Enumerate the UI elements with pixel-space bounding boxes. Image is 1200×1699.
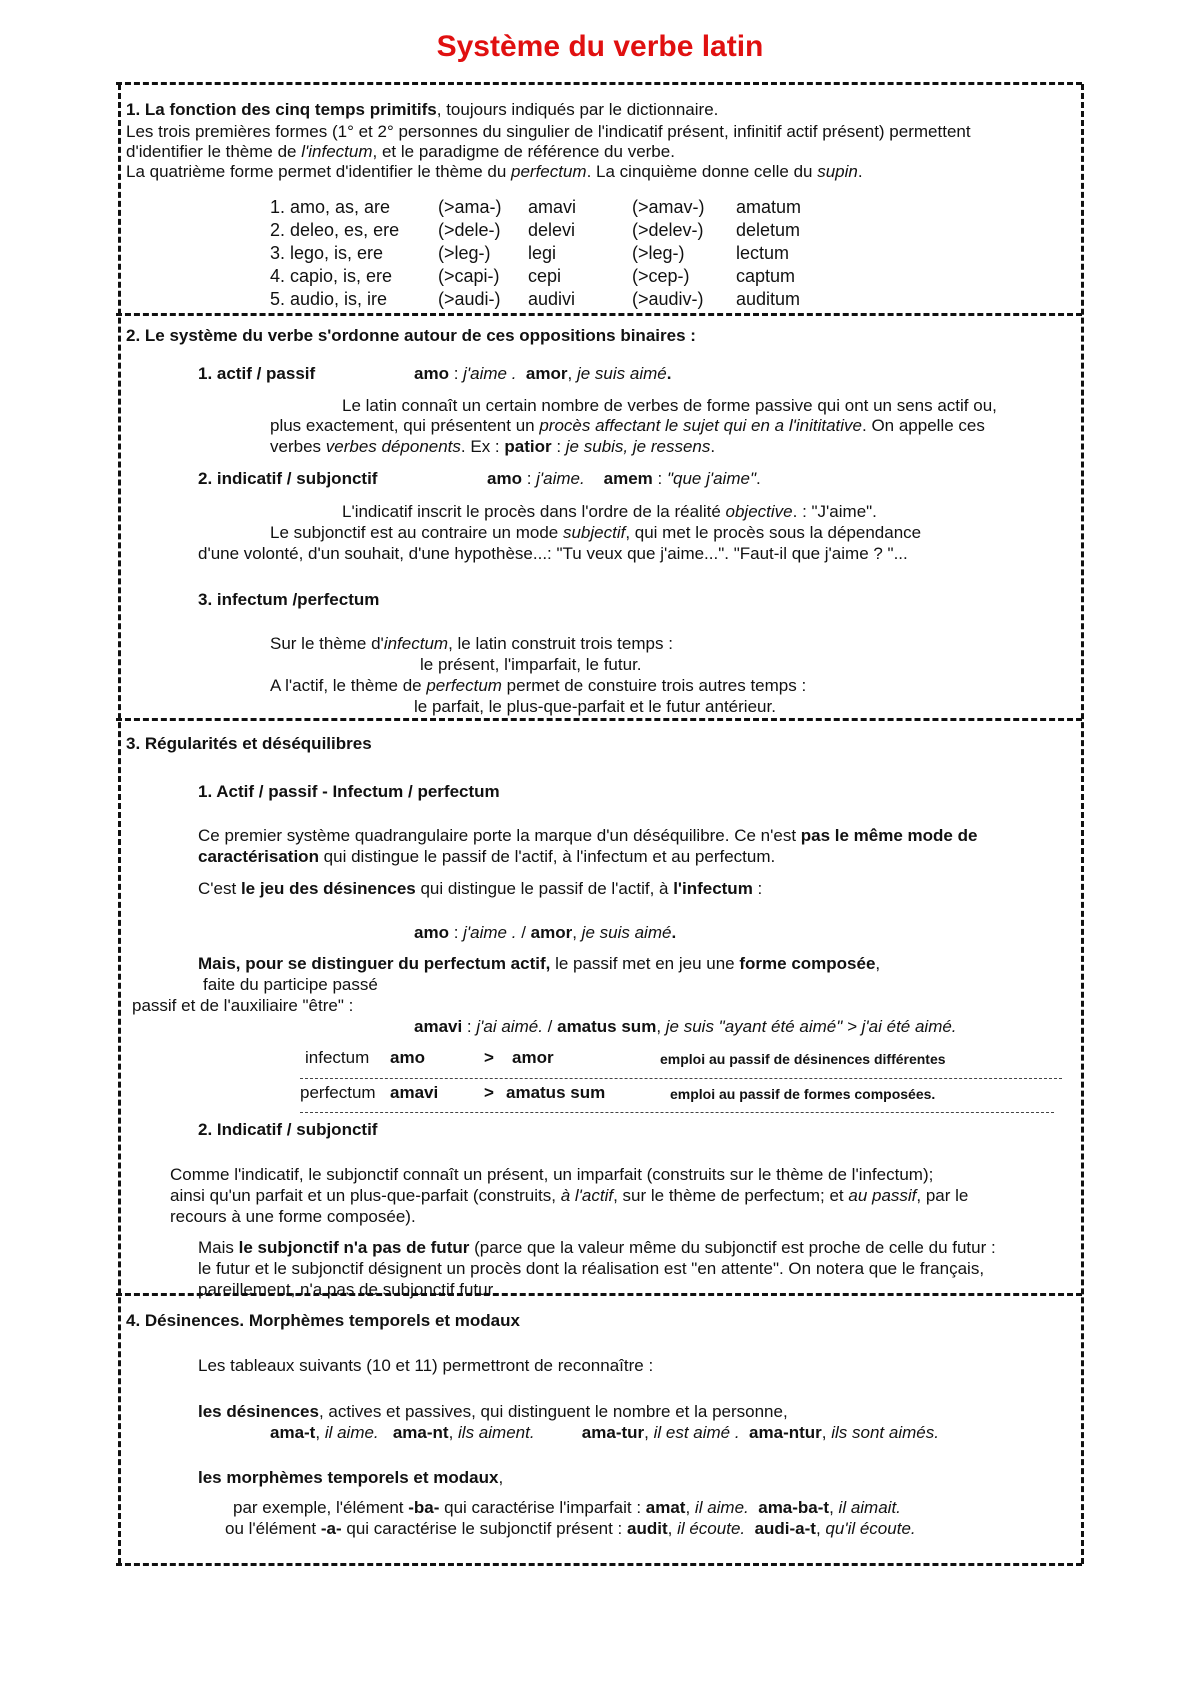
section-divider — [116, 718, 1082, 721]
paragraph-line: le futur et le subjonctif désignent un procès dont la réalisation est "en attente". On notera que le français, — [198, 1259, 985, 1278]
paragraph-line: Comme l'indicatif, le subjonctif connaît un présent, un imparfait (construits sur le thème de l'infectum); — [170, 1165, 934, 1184]
frame-top-border — [116, 82, 1082, 85]
section-divider — [116, 313, 1082, 316]
paragraph-line: ainsi qu'un parfait et un plus-que-parfait (construits, à l'actif, sur le thème de perfectum; et au passif, par le — [170, 1186, 969, 1205]
table-cell-passive: amor — [512, 1048, 554, 1067]
example-line: amo : j'aime . / amor, je suis aimé. — [414, 923, 677, 942]
example-line: ou l'élément -a- qui caractérise le subjonctif présent : audit, il écoute. audi-a-t, qu'il écoute. — [225, 1519, 916, 1538]
table-cell-label: perfectum — [300, 1083, 376, 1102]
paragraph-line: plus exactement, qui présentent un procès affectant le sujet qui en a l'inititative. On appelle ces — [270, 416, 985, 435]
paragraph-line: pareillement, n'a pas de subjonctif futur. — [198, 1280, 498, 1299]
paragraph-line: La quatrième forme permet d'identifier le thème du perfectum. La cinquième donne celle du supin. — [126, 162, 863, 181]
subsection-title: 1. actif / passif — [198, 364, 316, 383]
table-cell-label: infectum — [305, 1048, 370, 1067]
document-frame — [118, 84, 1084, 1564]
paragraph-line: verbes verbes déponents. Ex : patior : je subis, je ressens. — [270, 437, 716, 456]
paragraph-line: Les trois premières formes (1° et 2° personnes du singulier de l'indicatif présent, infinitif actif présent) permettent — [126, 122, 971, 141]
paragraph-line: Sur le thème d'infectum, le latin construit trois temps : — [270, 634, 673, 653]
subsection-title: 3. infectum /perfectum — [198, 590, 380, 609]
paragraph-line: A l'actif, le thème de perfectum permet de constuire trois autres temps : — [270, 676, 807, 695]
section-1-heading — [126, 100, 718, 120]
section-4-heading: 4. Désinences. Morphèmes temporels et modaux — [126, 1311, 520, 1330]
paragraph-line: le présent, l'imparfait, le futur. — [420, 655, 642, 674]
paragraph-line: Ce premier système quadrangulaire porte la marque d'un déséquilibre. Ce n'est pas le même mode de — [198, 826, 978, 845]
example-line: amavi : j'ai aimé. / amatus sum, je suis "ayant été aimé" > j'ai été aimé. — [414, 1017, 957, 1036]
table-divider — [300, 1112, 1054, 1113]
subsection-title: 2. Indicatif / subjonctif — [198, 1120, 378, 1139]
table-cell-note: emploi au passif de désinences différentes — [660, 1051, 946, 1067]
subsection-title: 1. Actif / passif - Infectum / perfectum — [198, 782, 500, 801]
table-cell-arrow: > — [484, 1083, 494, 1102]
example-line: amo : j'aime . amor, je suis aimé. — [414, 364, 672, 383]
heading-bold-text: 1. La fonction des cinq temps primitifs — [126, 100, 437, 119]
paragraph-line: C'est le jeu des désinences qui distingue le passif de l'actif, à l'infectum : — [198, 879, 763, 898]
paragraph-line: passif et de l'auxiliaire "être" : — [132, 996, 354, 1015]
paragraph-line: Le subjonctif est au contraire un mode subjectif, qui met le procès sous la dépendance — [270, 523, 922, 542]
paragraph-line: Le latin connaît un certain nombre de verbes de forme passive qui ont un sens actif ou, — [342, 396, 997, 415]
section-3-heading: 3. Régularités et déséquilibres — [126, 734, 372, 753]
table-cell-passive: amatus sum — [506, 1083, 606, 1102]
paragraph-line: faite du participe passé — [203, 975, 378, 994]
paragraph-line: le parfait, le plus-que-parfait et le futur antérieur. — [414, 697, 776, 716]
paragraph-line: d'identifier le thème de l'infectum, et le paradigme de référence du verbe. — [126, 142, 675, 161]
paragraph-line: caractérisation qui distingue le passif de l'actif, à l'infectum et au perfectum. — [198, 847, 776, 866]
table-divider — [300, 1078, 1062, 1079]
page-title: Système du verbe latin — [436, 30, 764, 63]
example-line: amo : j'aime. amem : "que j'aime". — [487, 469, 761, 488]
paragraph-line: d'une volonté, d'un souhait, d'une hypothèse...: "Tu veux que j'aime...". "Faut-il que j'aime ? "... — [198, 544, 908, 563]
heading-rest-text: , toujours indiqués par le dictionnaire. — [436, 100, 719, 119]
table-cell-note: emploi au passif de formes composées. — [670, 1086, 936, 1102]
paragraph-line: les désinences, actives et passives, qui distinguent le nombre et la personne, — [198, 1402, 788, 1421]
table-cell-active: amo — [390, 1048, 425, 1067]
paragraph-line: L'indicatif inscrit le procès dans l'ordre de la réalité objective. : "J'aime". — [342, 502, 877, 521]
example-line: ama-t, il aime. ama-nt, ils aiment. ama-tur, il est aimé . ama-ntur, ils sont aimés. — [270, 1423, 939, 1442]
subsection-title: 2. indicatif / subjonctif — [198, 469, 378, 488]
paragraph-line: les morphèmes temporels et modaux, — [198, 1468, 504, 1487]
table-cell-arrow: > — [484, 1048, 494, 1067]
paragraph-line: Les tableaux suivants (10 et 11) permettront de reconnaître : — [198, 1356, 654, 1375]
frame-bottom-border — [116, 1563, 1082, 1566]
table-cell-active: amavi — [390, 1083, 439, 1102]
paragraph-line: Mais le subjonctif n'a pas de futur (parce que la valeur même du subjonctif est proche de celle du futur : — [198, 1238, 996, 1257]
paragraph-line: recours à une forme composée). — [170, 1207, 416, 1226]
example-line: par exemple, l'élément -ba- qui caractérise l'imparfait : amat, il aime. ama-ba-t, il aimait. — [233, 1498, 901, 1517]
paragraph-line: Mais, pour se distinguer du perfectum actif, le passif met en jeu une forme composée, — [198, 954, 881, 973]
section-2-heading: 2. Le système du verbe s'ordonne autour de ces oppositions binaires : — [126, 326, 696, 345]
